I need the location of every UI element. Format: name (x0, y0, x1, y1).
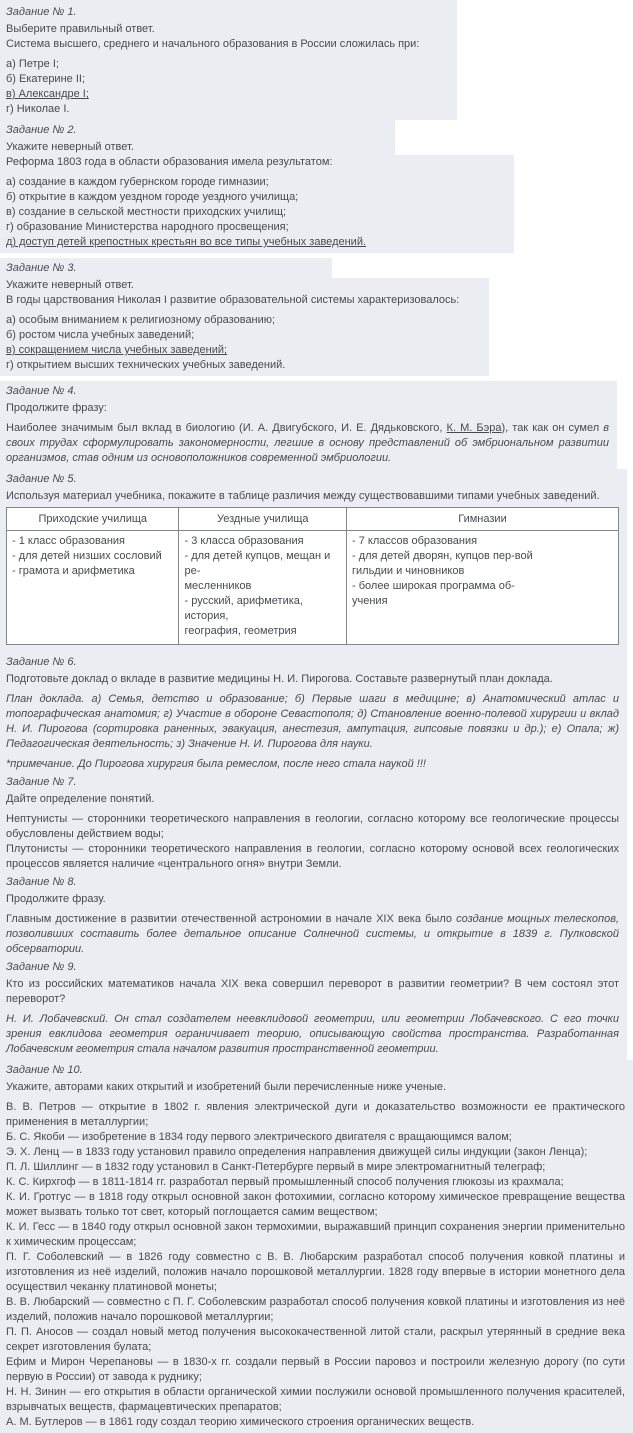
option-v-answer: в) Александре I; (6, 88, 89, 100)
cell-line: - 1 класс образования (12, 535, 126, 547)
cell-line: - более широкая программа об- (352, 580, 515, 592)
cell-line: учения (352, 595, 388, 607)
option-a: а) Петре I; (6, 58, 59, 70)
task-4-intro: Продолжите фразу: (6, 402, 107, 414)
task-2-question: Реформа 1803 года в области образования имела результатом: (6, 156, 333, 168)
option-b: б) открытие в каждом уездном городе уездного училища; (6, 191, 299, 203)
cell-line: - для детей низших сословий (12, 550, 162, 562)
cell-line: география, геометрия (184, 625, 297, 637)
answer-text-normal: ), так как он сумел (501, 422, 604, 434)
option-g: г) Николае I. (6, 103, 70, 115)
option-v-answer: в) сокращением числа учебных заведений; (6, 344, 228, 356)
cell-gymnasiums (347, 531, 619, 645)
scientist-item-yakobi: Б. С. Якоби — изобретение в 1834 году первого электрического двигателя с вращающимся валом; (6, 1131, 512, 1143)
task-5-intro: Используя материал учебника, покажите в таблице различия между существовавшими типами учебных заведений. (6, 490, 600, 502)
cell-parish-schools (7, 531, 179, 645)
task-1-block (0, 0, 457, 120)
task-2-instruction: Укажите неверный ответ. (6, 141, 134, 153)
task-5-header: Задание № 5. (6, 473, 77, 485)
option-g: г) образование Министерства народного просвещения; (6, 221, 289, 233)
task-9-answer: Н. И. Лобачевский. Он стал создателем неевклидовой геометрии, или геометрии Лобачевского. С его точки зрения евклидова геометрия ограничивает теорию, описывающую свойства пространства. Разработанная Лобачевским геометрия стала началом развития пространственной геометрии. (6, 1013, 619, 1055)
task-2-header-block (0, 120, 395, 155)
task-3-header-block (0, 258, 332, 278)
cell-line: - для детей дворян, купцов пер-вой (352, 550, 533, 562)
scientist-item-gess: К. И. Гесс — в 1840 году открыл основной закон термохимии, выражавший принцип сохранения энергии применительно к химическим процессам; (6, 1221, 625, 1248)
task-3-question: В годы царствования Николая I развитие образовательной системы характеризовалось: (6, 294, 460, 306)
school-types-table (6, 507, 619, 645)
cell-line: - 7 классов образования (352, 535, 478, 547)
option-a: а) создание в каждом губернском городе гимназии; (6, 176, 269, 188)
table-header-row (7, 508, 619, 531)
scientist-item-cherepanovy: Ефим и Мирон Черепановы — в 1830-х гг. создали первый в России паровоз и построили железную дорогу (по сути первую в России) от завода к руднику; (6, 1356, 625, 1383)
column-header-parish-schools: Приходские училища (7, 508, 179, 531)
task-8-answer-paragraph (6, 912, 619, 957)
task-3-options (6, 313, 481, 373)
task-8-header: Задание № 8. (6, 876, 77, 888)
scientist-item-sobolevsky: П. Г. Соболевский — в 1826 году совместно с В. В. Любарским разработал способ получения ковкой платины и изготовления из неё изделий, положив начало порошковой металлургии. 1828 году впервые в истории монетного дела осуществил чеканку платиновой монеты; (6, 1251, 625, 1293)
task-1-options (6, 57, 449, 117)
tasks-5-9-block (0, 469, 627, 1060)
task-8-intro: Продолжите фразу. (6, 893, 106, 905)
cell-line: - 3 класса образования (184, 535, 304, 547)
scientist-item-grotgus: К. И. Гротгус — в 1818 году открыл основной закон фотохимии, согласно которому химическое превращение вещества может вызвать только тот свет, который поглощается самим веществом; (6, 1191, 625, 1218)
task-1-question: Система высшего, среднего и начального образования в России сложилась при: (6, 38, 420, 50)
task-7-intro: Дайте определение понятий. (6, 793, 155, 805)
cell-line: гильдии и чиновников (352, 565, 465, 577)
task-7-header: Задание № 7. (6, 776, 77, 788)
answer-text-italic: создание мощных телескопов, позволивших составить более детальное описание Солнечной системы, и открытие в 1839 г. Пулковской обсерватории. (6, 913, 619, 955)
task-7-definition-plutonists: Плутонисты — сторонники теоретического направления в геологии, согласно которому основой всех геологических процессов является наличие «центрального огня» внутри Земли. (6, 843, 619, 870)
answer-text-normal: Главным достижение в развитии отечественной астрономии в начале XIX века было (6, 913, 457, 925)
cell-line: - для детей купцов, мещан и ре- (184, 550, 331, 577)
option-v: в) создание в сельской местности приходских училищ; (6, 206, 287, 218)
scientist-item-lyubarsky: В. В. Любарский — совместно с П. Г. Соболевским разработал способ получения ковкой платины и изготовления из неё изделий, положив начало порошковой металлургии; (6, 1296, 625, 1323)
option-g: г) открытием высших технических учебных заведений. (6, 359, 286, 371)
task-2-block (0, 155, 514, 253)
cell-line: - грамота и арифметика (12, 565, 135, 577)
task-1-header: Задание № 1. (6, 6, 77, 18)
table-body-row (7, 531, 619, 645)
scientist-item-anosov: П. П. Аносов — создал новый метод получения высококачественной литой стали, раскрыл утерянный в средние века секрет изготовления булата; (6, 1326, 625, 1353)
cell-district-schools (179, 531, 347, 645)
task-3-block (0, 278, 489, 376)
task-4-block (0, 381, 617, 469)
task-6-intro: Подготовьте доклад о вкладе в развитие медицины Н. И. Пирогова. Составьте развернутый план доклада. (6, 673, 553, 685)
column-header-district-schools: Уездные училища (179, 508, 347, 531)
task-4-answer-paragraph (6, 421, 609, 466)
task-7-definition-neptunists: Нептунисты — сторонники теоретического направления в геологии, согласно которому все геологические процессы обусловлены действием воды; (6, 813, 619, 840)
task-3-instruction: Укажите неверный ответ. (6, 279, 134, 291)
task-4-header: Задание № 4. (6, 385, 77, 397)
scientist-item-zinin: Н. Н. Зинин — его открытия в области органической химии послужили основой промышленного получения красителей, взрывчатых веществ, фармацевтических препаратов; (6, 1386, 625, 1413)
option-b: б) Екатерине II; (6, 73, 85, 85)
answer-text-underlined: К. М. Бэра (446, 422, 502, 434)
task-10-header: Задание № 10. (6, 1064, 83, 1076)
task-9-header: Задание № 9. (6, 961, 77, 973)
task-2-header: Задание № 2. (6, 124, 77, 136)
scientist-item-lenz: Э. Х. Ленц — в 1833 году установил правило определения направления движущей силы индукции (закон Ленца); (6, 1146, 588, 1158)
task-3-header: Задание № 3. (6, 262, 77, 274)
option-b: б) ростом числа учебных заведений; (6, 329, 195, 341)
cell-line: месленников (184, 580, 252, 592)
answer-text-italic: в своих трудах сформулировать закономерности, легшие в основу представлений об эмбриональном развитии организмов, став одним из основоположников современной эмбриологии. (6, 422, 610, 464)
scientist-item-kirchhof: К. С. Кирхгоф — в 1811-1814 гг. разработал первый промышленный способ получения глюкозы из крахмала; (6, 1176, 564, 1188)
scientist-item-shilling: П. Л. Шиллинг — в 1832 году установил в Санкт-Петербурге первый в мире электромагнитный телеграф; (6, 1161, 546, 1173)
task-6-header: Задание № 6. (6, 656, 77, 668)
option-a: а) особым вниманием к религиозному образованию; (6, 314, 276, 326)
task-10-block (0, 1060, 633, 1433)
task-1-instruction: Выберите правильный ответ. (6, 23, 155, 35)
task-2-options (6, 175, 506, 250)
column-header-gymnasiums: Гимназии (347, 508, 619, 531)
answer-text-normal: Наиболее значимым был вклад в биологию (И. А. Двигубского, И. Е. Дядьковского, (6, 422, 447, 434)
scientist-item-petrov: В. В. Петров — открытие в 1802 г. явления электрической дуги и доказательство возможности ее практического применения в металлургии; (6, 1101, 625, 1128)
task-6-report-plan: План доклада. а) Семья, детство и образование; б) Первые шаги в медицине; в) Анатомический атлас и топографическая анатомия; г) Участие в обороне Севастополя; д) Становление военно-полевой хирургии и вклад Н. И. Пирогова (сортировка раненных, эвакуация, анестезия, ампутация, гипсовые повязки и др.); е) Опала; ж) Педагогическая деятельность; з) Значение Н. И. Пирогова для науки. (6, 693, 619, 750)
task-10-intro: Укажите, авторами каких открытий и изобретений были перечисленные ниже ученые. (6, 1081, 447, 1093)
task-6-note: *примечание. До Пирогова хирургия была ремеслом, после него стала наукой !!! (6, 758, 426, 770)
cell-line: - русский, арифметика, история, (184, 595, 303, 622)
task-9-question: Кто из российских математиков начала XIX века совершил переворот в развитии геометрии? В чем состоял этот переворот? (6, 978, 619, 1005)
option-d-answer: д) доступ детей крепостных крестьян во все типы учебных заведений. (6, 236, 367, 248)
scientist-item-butlerov: А. М. Бутлеров — в 1861 году создал теорию химического строения органических веществ. (6, 1416, 475, 1428)
